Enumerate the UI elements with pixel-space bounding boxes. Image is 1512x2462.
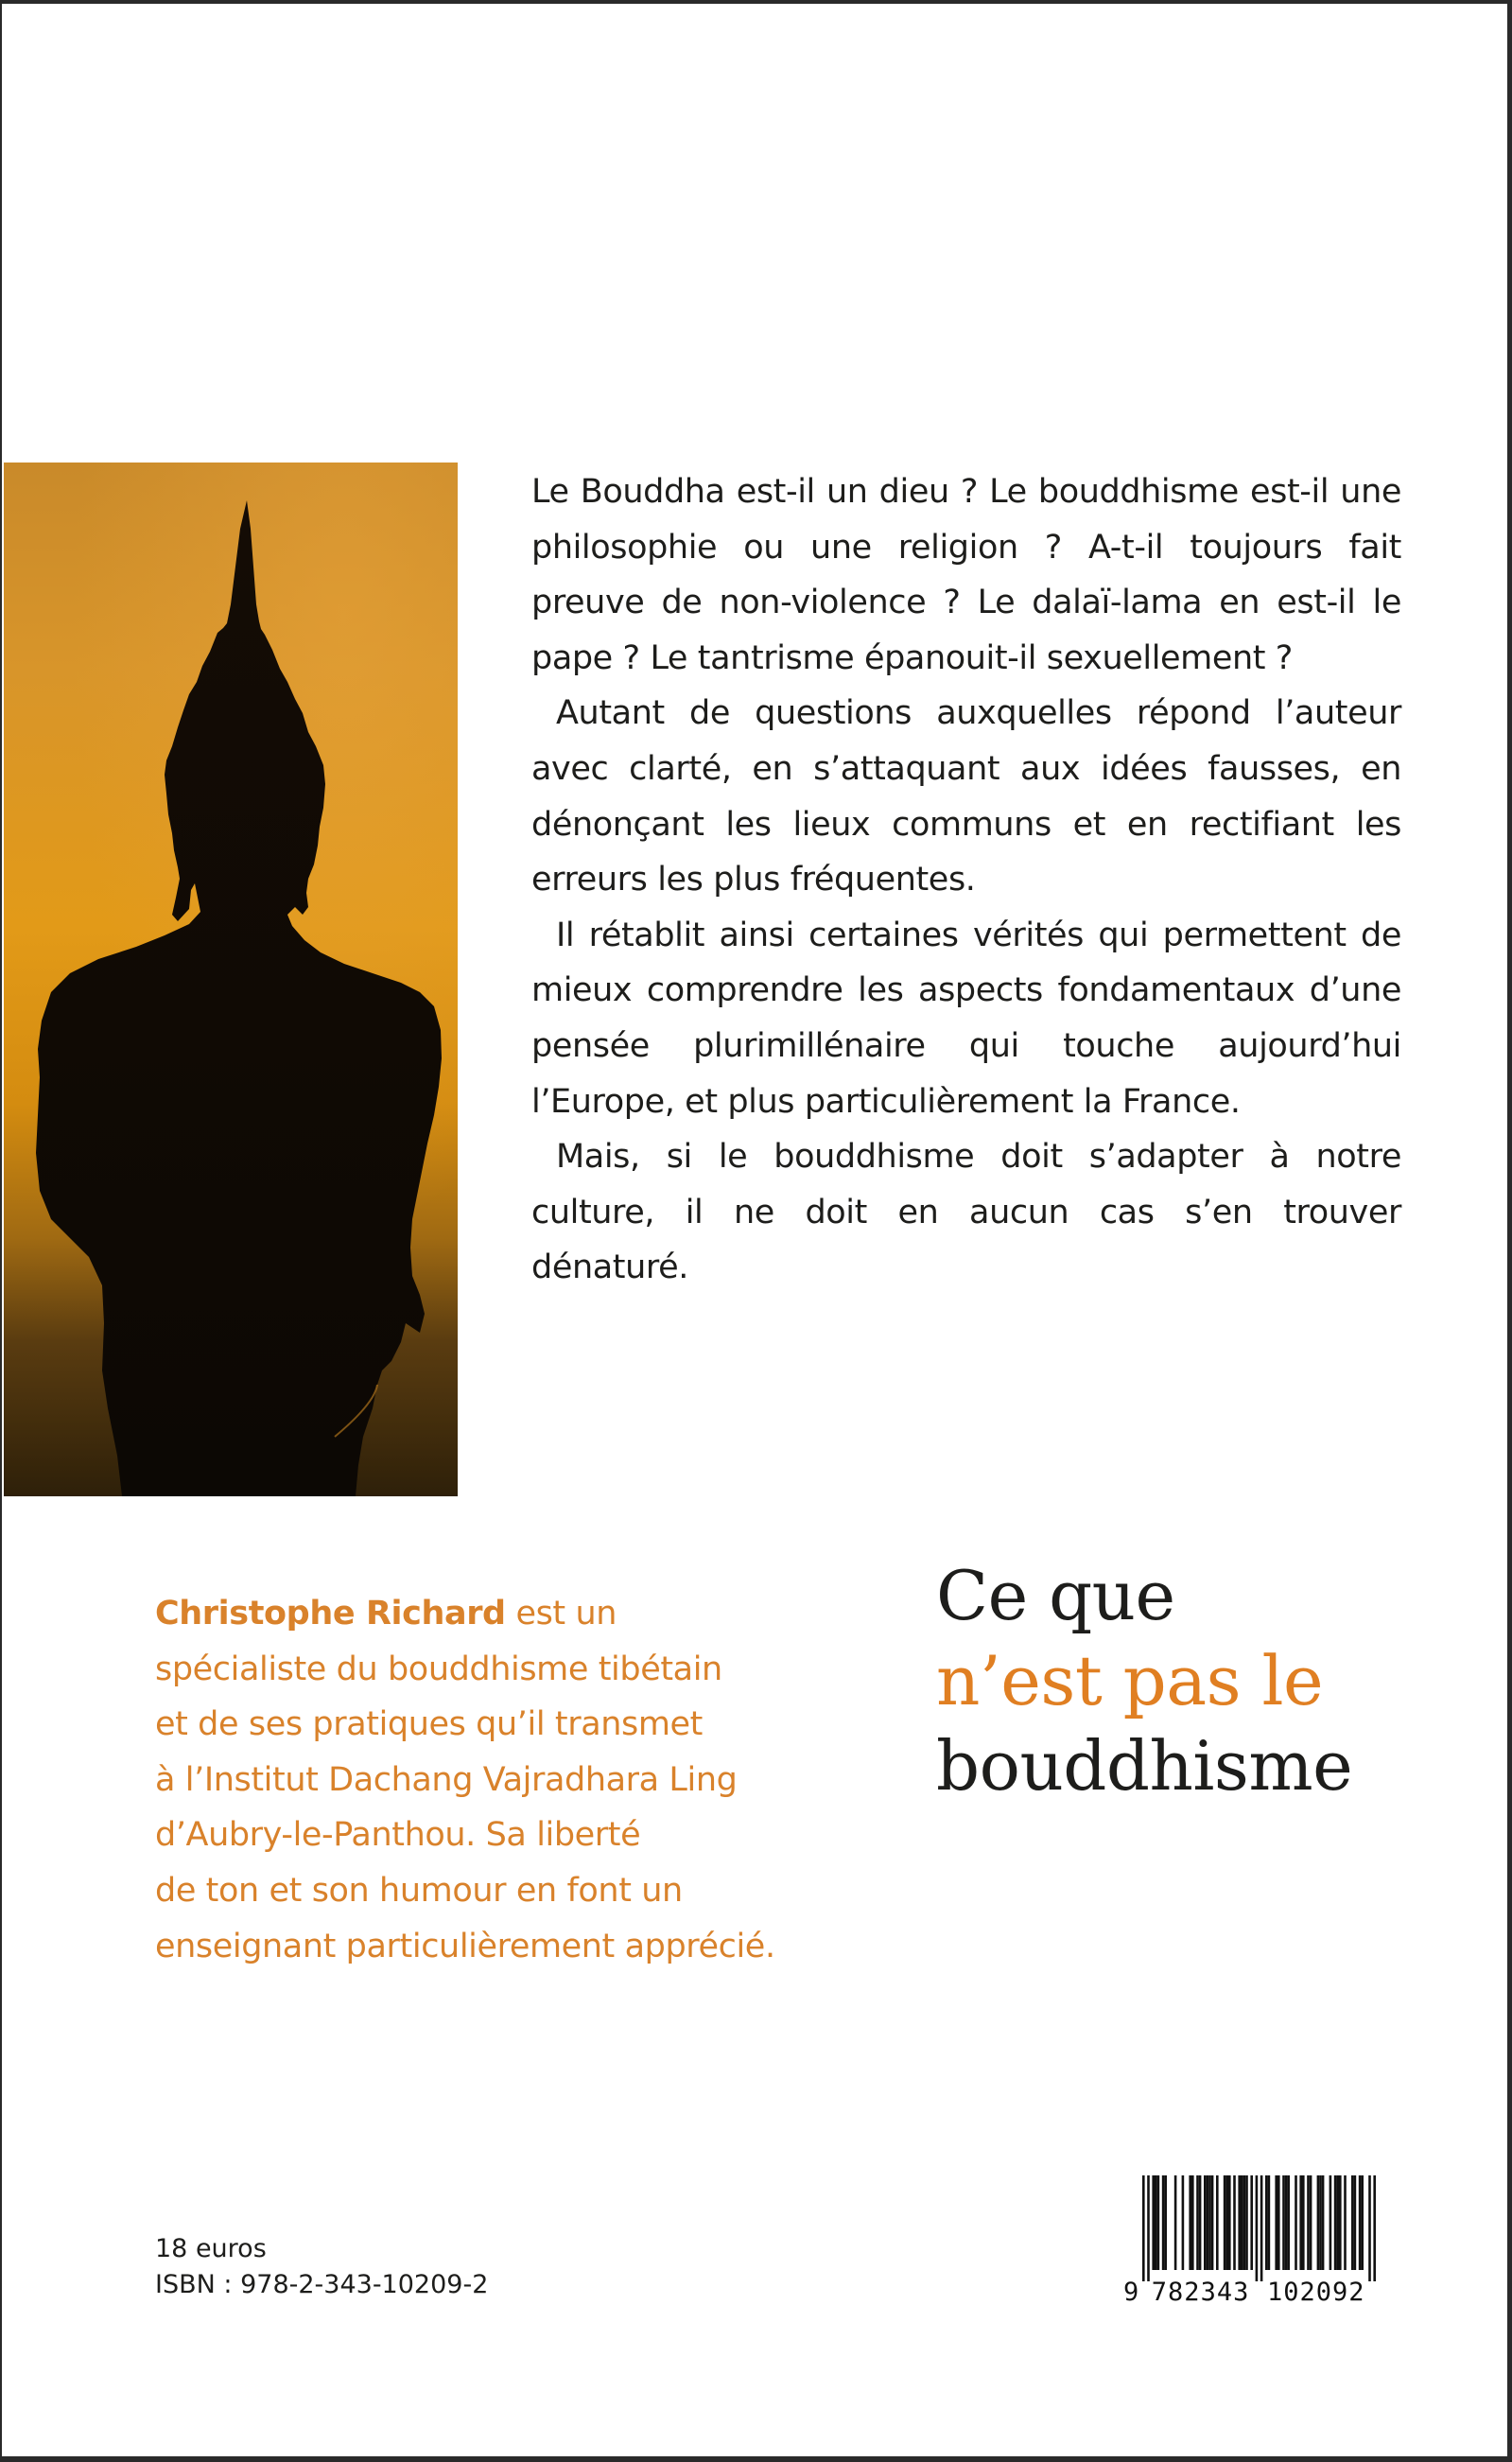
price-block [155,2231,488,2303]
book-title-line-3: bouddhisme [936,1726,1353,1806]
svg-text:102092: 102092 [1267,2278,1365,2307]
author-bio-line-3: et de ses pratiques qu’il transmet [155,1705,704,1744]
blurb-paragraph-1: Le Bouddha est-il un dieu ? Le bouddhisme est-il une philosophie ou une religion ? A-t-il toujours fait preuve de non-violence ? Le dalaï-lama en est-il le pape ? Le tantrisme épanouit-il sexuellement ? [531,473,1401,677]
isbn-barcode [1118,2172,1401,2314]
blurb-paragraph-3: Il rétablit ainsi certaines vérités qui permettent de mieux comprendre les aspects fondamentaux d’une pensée plurimillénaire qui touche aujourd’hui l’Europe, et plus particulièrement la France. [531,916,1401,1121]
author-bio-line-5: d’Aubry-le-Panthou. Sa liberté [155,1816,641,1855]
author-bio [155,1586,874,1974]
price-label: 18 euros [155,2234,267,2263]
isbn-label: ISBN : 978-2-343-10209-2 [155,2270,489,2299]
author-bio-line-4: à l’Institut Dachang Vajradhara Ling [155,1760,738,1799]
svg-text:9: 9 [1123,2278,1140,2307]
cover-photo [4,463,458,1496]
blurb-paragraph-2: Autant de questions auxquelles répond l’auteur avec clarté, en s’attaquant aux idées fausses, en dénonçant les lieux communs et en rectifiant les erreurs les plus fréquentes. [531,694,1401,899]
book-title [936,1553,1352,1808]
buddha-silhouette-icon [4,463,458,1496]
book-title-line-2: n’est pas le [936,1641,1324,1720]
svg-text:782343: 782343 [1151,2278,1250,2307]
book-title-line-1: Ce que [936,1556,1175,1635]
author-bio-line-1: Christophe Richard est un [155,1595,617,1633]
author-bio-line-7: enseignant particulièrement apprécié. [155,1927,775,1965]
barcode-icon [1118,2172,1401,2314]
author-bio-line-6: de ton et son humour en font un [155,1871,683,1910]
blurb-paragraph-4: Mais, si le bouddhisme doit s’adapter à notre culture, il ne doit en aucun cas s’en trouver dénaturé. [531,1138,1401,1287]
author-bio-line-2: spécialiste du bouddhisme tibétain [155,1650,722,1688]
author-name: Christophe Richard [155,1595,506,1633]
back-cover-blurb [531,464,1401,1296]
